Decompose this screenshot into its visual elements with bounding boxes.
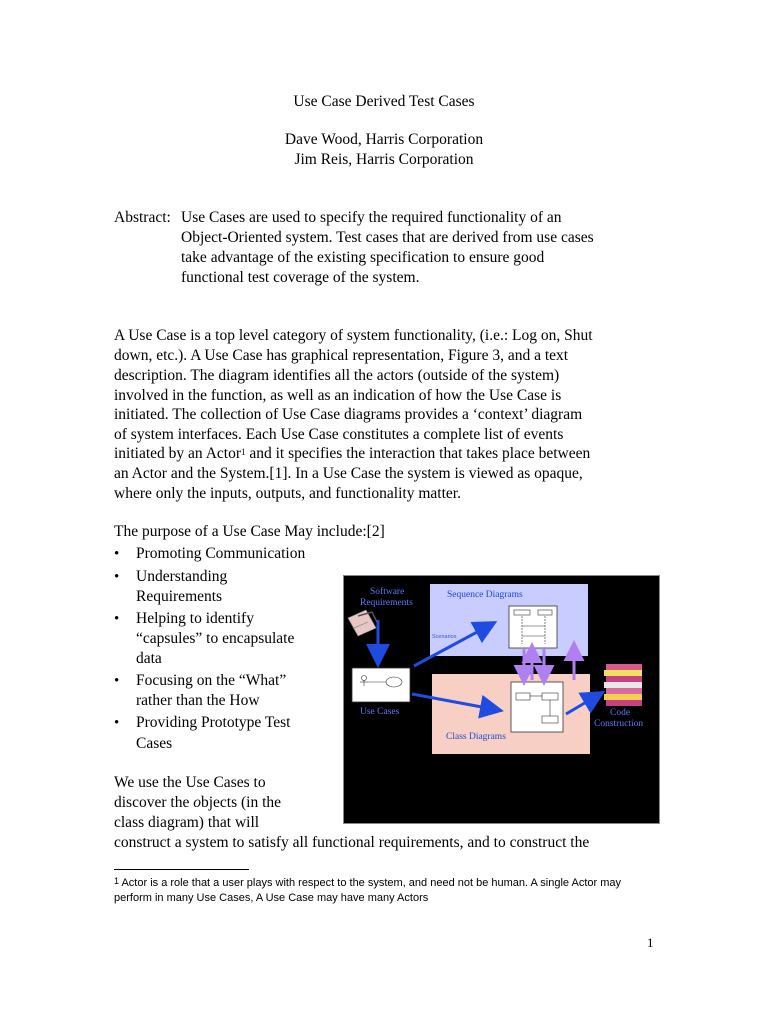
footnote-text-1: Actor is a role that a user plays with respect to the system, and need not be human. A single Actor may — [119, 877, 622, 889]
abstract-line-3: take advantage of the existing specification to ensure good — [181, 249, 545, 266]
use-case-process-figure — [343, 575, 660, 824]
bullet-2-line-1: Understanding — [136, 568, 228, 585]
abstract-line-2: Object-Oriented system. Test cases that are derived from use cases — [181, 229, 594, 246]
para1-line-4: involved in the function, as well as an indication of how the Use Case is — [114, 387, 562, 404]
label-software: Software — [370, 587, 405, 597]
bullet-5-line-2: Cases — [136, 735, 173, 752]
para1-line-6: of system interfaces. Each Use Case constitutes a complete list of events — [114, 426, 564, 443]
bullet-2: • — [114, 569, 120, 585]
bullet-3: • — [114, 611, 120, 627]
label-sequence-diagrams: Sequence Diagrams — [447, 590, 523, 600]
para2-italic-o: o — [193, 794, 201, 811]
bullet-3-line-2: “capsules” to encapsulate — [136, 630, 295, 647]
class-thumbnail — [511, 682, 563, 732]
figure-graphics — [344, 576, 659, 823]
purpose-heading: The purpose of a Use Case May include:[2] — [114, 523, 385, 540]
para2-line-4: construct a system to satisfy all functional requirements, and to construct the — [114, 834, 590, 851]
footnote-mark: 1 — [114, 876, 120, 886]
bullet-1: • — [114, 546, 120, 562]
para1-line-8: an Actor and the System.[1]. In a Use Case the system is viewed as opaque, — [114, 465, 583, 482]
author-1: Dave Wood, Harris Corporation — [284, 131, 484, 148]
para1-line-2: down, etc.). A Use Case has graphical representation, Figure 3, and a text — [114, 347, 569, 364]
para1-line-7 — [114, 444, 590, 464]
para2-line-1: We use the Use Cases to — [114, 774, 266, 791]
para1-line-7a: initiated by an Actor — [114, 445, 241, 462]
footnote-line-2: perform in many Use Cases, A Use Case may have many Actors — [114, 892, 429, 904]
bullet-2-line-2: Requirements — [136, 588, 223, 605]
para1-line-7b: and it specifies the interaction that takes place between — [245, 445, 591, 462]
bullet-5: • — [114, 715, 120, 731]
para1-line-5: initiated. The collection of Use Case diagrams provides a ‘context’ diagram — [114, 406, 583, 423]
label-construction: Construction — [594, 719, 644, 729]
footnote-line-1 — [114, 875, 621, 891]
para1-line-3: description. The diagram identifies all the actors (outside of the system) — [114, 367, 560, 384]
para2-line-2b: bjects (in the — [200, 794, 282, 811]
requirements-document-icon — [348, 610, 378, 636]
label-use-cases: Use Cases — [360, 707, 400, 717]
bullet-4-line-2: rather than the How — [136, 692, 260, 709]
label-scenarios: Scenarios — [432, 634, 457, 640]
para1-line-9: where only the inputs, outputs, and functionality matter. — [114, 485, 461, 502]
para2-line-3: class diagram) that will — [114, 814, 260, 831]
bullet-3-line-3: data — [136, 650, 162, 667]
footnote-rule — [114, 869, 249, 870]
label-requirements: Requirements — [360, 598, 413, 608]
abstract-label: Abstract: — [114, 209, 171, 226]
document-title: Use Case Derived Test Cases — [293, 93, 475, 110]
para2-line-2 — [114, 793, 281, 813]
footnote-ref: 1 — [240, 447, 246, 457]
author-2: Jim Reis, Harris Corporation — [294, 151, 474, 168]
label-class-diagrams: Class Diagrams — [446, 732, 506, 742]
page-number: 1 — [647, 935, 654, 950]
para2-line-2a: discover the — [114, 794, 194, 811]
bullet-4: • — [114, 673, 120, 689]
bullet-1-line-1: Promoting Communication — [136, 545, 306, 562]
code-construction-stack — [604, 664, 642, 706]
use-case-thumbnail — [352, 668, 410, 702]
bullet-5-line-1: Providing Prototype Test — [136, 714, 291, 731]
bullet-3-line-1: Helping to identify — [136, 610, 254, 627]
abstract-line-4: functional test coverage of the system. — [181, 269, 420, 286]
bullet-4-line-1: Focusing on the “What” — [136, 672, 287, 689]
abstract-line-1: Use Cases are used to specify the required functionality of an — [181, 209, 562, 226]
label-code: Code — [610, 708, 631, 718]
para1-line-1: A Use Case is a top level category of system functionality, (i.e.: Log on, Shut — [114, 327, 593, 344]
